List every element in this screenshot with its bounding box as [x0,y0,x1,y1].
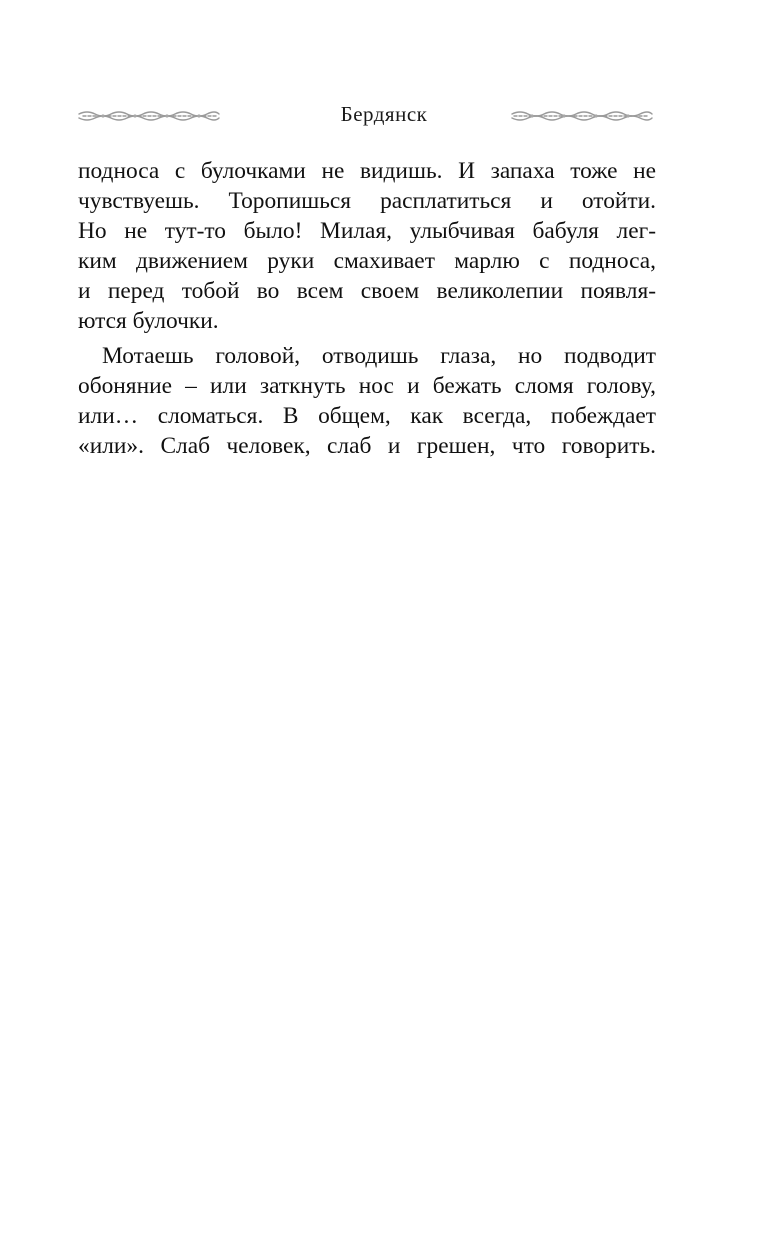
text-line: Мотаешь головой, отводишь глаза, но подводит [102,343,656,369]
text-line: «или». Слаб человек, слаб и грешен, что говорить. [78,433,656,459]
paragraph-1 [78,156,656,336]
text-line: или… сломаться. В общем, как всегда, побеждает [78,403,656,429]
text-line: ются булочки. [78,308,219,334]
text-line: чувствуешь. Торопишься расплатиться и отойти. [78,188,656,214]
right-ornament-icon [510,106,654,126]
text-line: Но не тут-то было! Милая, улыбчивая бабуля лег- [78,218,656,244]
text-line: ким движением руки смахивает марлю с подноса, [78,248,656,274]
paragraph-2 [78,341,656,461]
text-line: и перед тобой во всем своем великолепии появля- [78,278,656,304]
text-line: подноса с булочками не видишь. И запаха тоже не [78,158,656,184]
running-head [0,100,768,132]
body-text [78,156,656,461]
text-line: обоняние – или заткнуть нос и бежать сломя голову, [78,373,656,399]
running-title: Бердянск [340,102,428,126]
